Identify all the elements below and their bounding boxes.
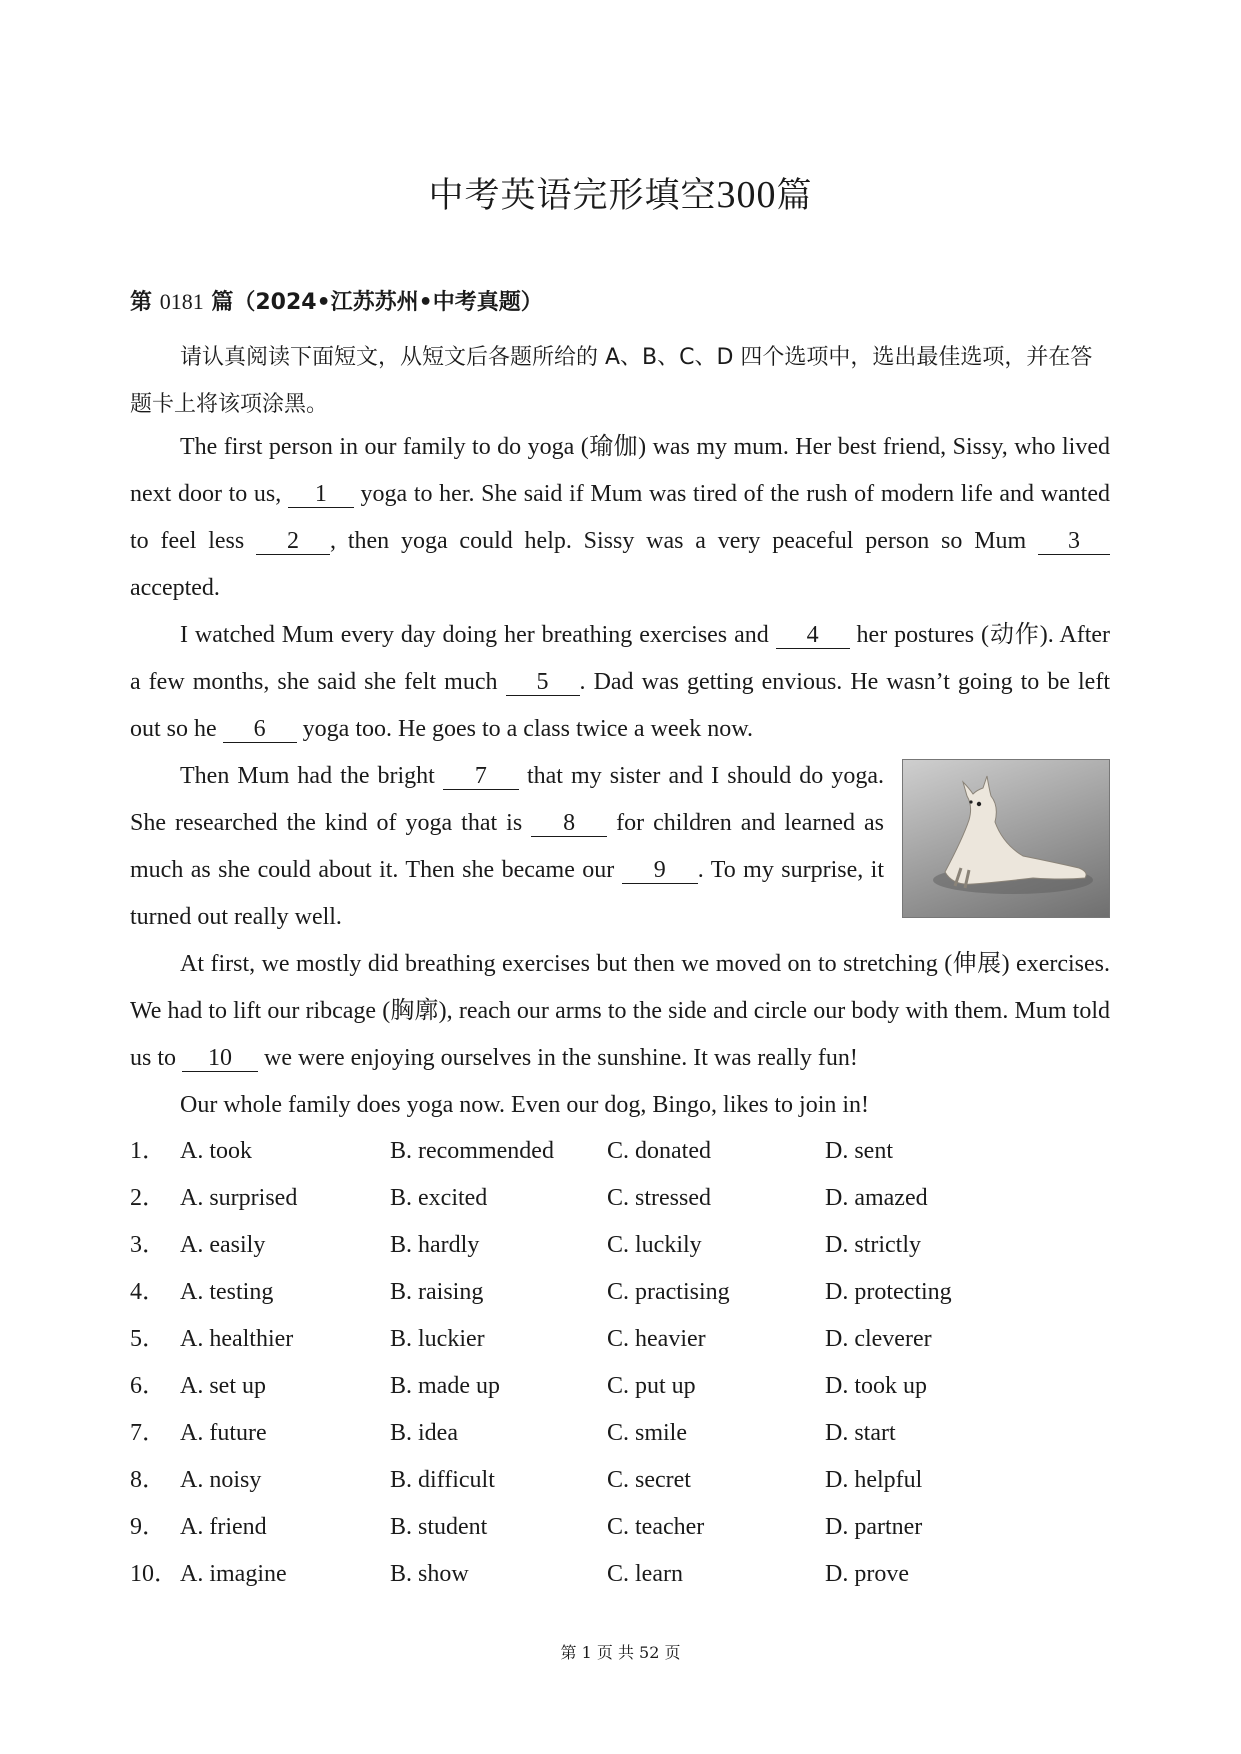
option-c: C. put up bbox=[607, 1373, 696, 1399]
blank-8: 8 bbox=[531, 810, 607, 837]
question-number: 9． bbox=[130, 1514, 166, 1540]
passage-text: for children and learned as much as she could about it. Then she became our bbox=[130, 810, 884, 883]
option-b: B. difficult bbox=[390, 1467, 495, 1493]
page-footer: 第 1 页 共 52 页 bbox=[560, 1643, 681, 1662]
section-suffix: 篇（2024•江苏苏州•中考真题） bbox=[211, 290, 543, 315]
paragraph-3-wrap bbox=[130, 753, 1110, 941]
blank-4: 4 bbox=[776, 622, 850, 649]
blank-1: 1 bbox=[288, 481, 354, 508]
option-a: A. future bbox=[180, 1420, 267, 1446]
option-b: B. show bbox=[390, 1561, 469, 1587]
question-row bbox=[130, 1175, 1130, 1222]
passage-text: her postures (动作). After a few months, she said she felt much bbox=[130, 622, 1111, 695]
question-number: 6． bbox=[130, 1373, 166, 1399]
question-row bbox=[130, 1222, 1130, 1269]
option-a: A. testing bbox=[180, 1279, 274, 1305]
passage-text: The first person in our family to do yoga (瑜伽) was my mum. Her best friend, Sissy, who lived next door to us, bbox=[130, 434, 1110, 507]
blank-2: 2 bbox=[256, 528, 330, 555]
dog-yoga-photo bbox=[902, 759, 1110, 918]
option-c: C. teacher bbox=[607, 1514, 705, 1540]
option-c: C. stressed bbox=[607, 1185, 711, 1211]
option-b: B. made up bbox=[390, 1373, 500, 1399]
question-number: 4． bbox=[130, 1279, 166, 1305]
passage-text: yoga too. He goes to a class twice a week now. bbox=[296, 716, 753, 742]
option-c: C. secret bbox=[607, 1467, 691, 1493]
question-number: 1． bbox=[130, 1138, 166, 1164]
option-c: C. smile bbox=[607, 1420, 688, 1446]
answer-options bbox=[130, 1128, 1130, 1598]
blank-3: 3 bbox=[1038, 528, 1110, 555]
question-row bbox=[130, 1128, 1130, 1175]
option-c: C. luckily bbox=[607, 1232, 702, 1258]
passage-text: Then Mum had the bright bbox=[180, 763, 443, 789]
passage-text: I watched Mum every day doing her breathing exercises and bbox=[180, 622, 776, 648]
blank-5: 5 bbox=[506, 669, 580, 696]
passage-text: that my sister and I should do yoga. She researched the kind of yoga that is bbox=[130, 763, 885, 836]
page-title bbox=[0, 168, 1241, 218]
option-b: B. recommended bbox=[390, 1138, 554, 1164]
blank-6: 6 bbox=[223, 716, 297, 743]
option-c: C. heavier bbox=[607, 1326, 706, 1352]
option-d: D. prove bbox=[825, 1561, 909, 1587]
question-row bbox=[130, 1504, 1130, 1551]
question-number: 2． bbox=[130, 1185, 166, 1211]
question-row bbox=[130, 1551, 1130, 1598]
passage-text: At first, we mostly did breathing exercises but then we moved on to stretching (伸展) exercises. We had to lift our ribcage (胸廓), reach our arms to the side and circle our body with them. Mum told us to bbox=[130, 951, 1110, 1071]
cloze-passage bbox=[130, 424, 1110, 1129]
paragraph-1 bbox=[130, 424, 1110, 612]
option-a: A. surprised bbox=[180, 1185, 298, 1211]
question-row bbox=[130, 1363, 1130, 1410]
option-b: B. luckier bbox=[390, 1326, 485, 1352]
question-number: 10． bbox=[130, 1561, 178, 1587]
blank-10: 10 bbox=[182, 1045, 258, 1072]
paragraph-2 bbox=[130, 612, 1110, 753]
option-a: A. set up bbox=[180, 1373, 266, 1399]
blank-7: 7 bbox=[443, 763, 519, 790]
option-d: D. protecting bbox=[825, 1279, 952, 1305]
passage-text: accepted. bbox=[130, 575, 220, 601]
passage-text: . To my surprise, it turned out really well. bbox=[130, 857, 884, 930]
option-a: A. imagine bbox=[180, 1561, 287, 1587]
option-d: D. amazed bbox=[825, 1185, 928, 1211]
title-number: 300 bbox=[716, 174, 777, 216]
question-number: 3． bbox=[130, 1232, 166, 1258]
option-b: B. idea bbox=[390, 1420, 458, 1446]
option-a: A. healthier bbox=[180, 1326, 294, 1352]
section-prefix: 第 bbox=[130, 290, 153, 315]
option-c: C. practising bbox=[607, 1279, 730, 1305]
option-d: D. start bbox=[825, 1420, 896, 1446]
question-row bbox=[130, 1316, 1130, 1363]
option-b: B. hardly bbox=[390, 1232, 480, 1258]
option-b: B. raising bbox=[390, 1279, 484, 1305]
option-d: D. cleverer bbox=[825, 1326, 932, 1352]
option-d: D. partner bbox=[825, 1514, 923, 1540]
section-heading bbox=[130, 285, 543, 316]
question-number: 5． bbox=[130, 1326, 166, 1352]
option-d: D. took up bbox=[825, 1373, 927, 1399]
passage-text: we were enjoying ourselves in the sunshine. It was really fun! bbox=[258, 1045, 858, 1071]
option-a: A. took bbox=[180, 1138, 252, 1164]
title-suffix: 篇 bbox=[776, 176, 813, 216]
question-row bbox=[130, 1410, 1130, 1457]
option-d: D. helpful bbox=[825, 1467, 923, 1493]
blank-9: 9 bbox=[622, 857, 698, 884]
question-row bbox=[130, 1457, 1130, 1504]
option-b: B. student bbox=[390, 1514, 488, 1540]
question-number: 8． bbox=[130, 1467, 166, 1493]
option-a: A. friend bbox=[180, 1514, 267, 1540]
question-row bbox=[130, 1269, 1130, 1316]
passage-text: . Dad was getting envious. He wasn’t going to be left out so he bbox=[130, 669, 1110, 742]
passage-text: , then yoga could help. Sissy was a very peaceful person so Mum bbox=[330, 528, 1039, 554]
paragraph-5: Our whole family does yoga now. Even our dog, Bingo, likes to join in! bbox=[180, 1092, 870, 1118]
title-prefix: 中考英语完形填空 bbox=[428, 176, 717, 216]
option-c: C. learn bbox=[607, 1561, 683, 1587]
option-b: B. excited bbox=[390, 1185, 488, 1211]
option-a: A. noisy bbox=[180, 1467, 262, 1493]
section-number: 0181 bbox=[159, 289, 204, 314]
passage-text: yoga to her. She said if Mum was tired of the rush of modern life and wanted to feel less bbox=[130, 481, 1110, 554]
option-d: D. strictly bbox=[825, 1232, 921, 1258]
instructions: 请认真阅读下面短文，从短文后各题所给的 A、B、C、D 四个选项中，选出最佳选项，并在答题卡上将该项涂黑。 bbox=[130, 345, 1093, 417]
dog-icon bbox=[903, 760, 1109, 917]
question-number: 7． bbox=[130, 1420, 166, 1446]
option-a: A. easily bbox=[180, 1232, 266, 1258]
option-d: D. sent bbox=[825, 1138, 893, 1164]
paragraph-4 bbox=[130, 941, 1110, 1082]
option-c: C. donated bbox=[607, 1138, 711, 1164]
